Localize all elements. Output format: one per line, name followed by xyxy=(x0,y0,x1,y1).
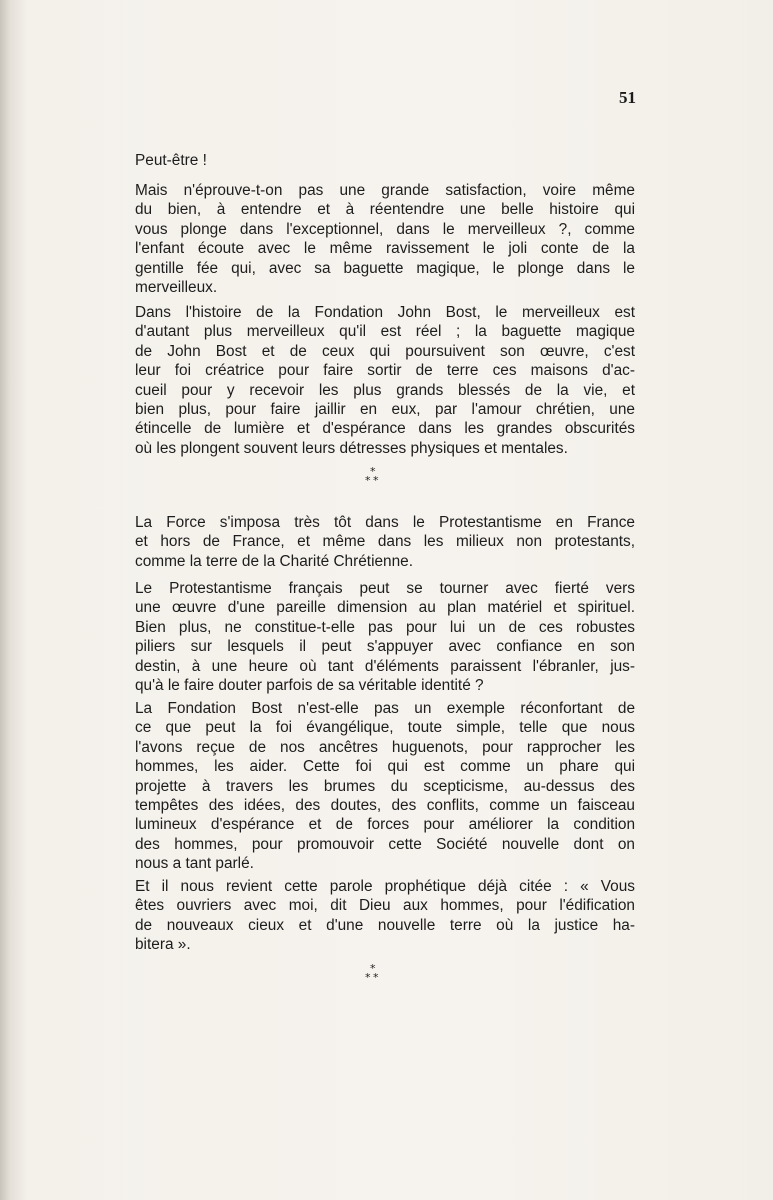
text-line: êtes ouvriers avec moi, dit Dieu aux hommes, pour l'édification xyxy=(135,897,635,915)
asterisk: * xyxy=(370,962,376,975)
section-separator xyxy=(363,466,393,490)
text-line: merveilleux. xyxy=(135,279,218,297)
paragraph-6 xyxy=(135,699,635,874)
text-line: Et il nous revient cette parole prophétique déjà citée : « Vous xyxy=(135,878,635,895)
text-line: et hors de France, et même dans les milieux non protestants, xyxy=(135,533,635,551)
asterisk: * xyxy=(365,971,371,984)
text-line: projette à travers les brumes du scepticisme, au-dessus des xyxy=(135,777,635,795)
paragraph-3 xyxy=(135,303,635,458)
text-line: bien plus, pour faire jaillir en eux, par l'amour chrétien, une xyxy=(135,401,635,419)
text-line: ce que peut la foi évangélique, toute simple, telle que nous xyxy=(135,719,635,737)
text-line: l'enfant écoute avec le même ravissement le joli conte de la xyxy=(135,240,635,258)
text-line: Bien plus, ne constitue-t-elle pas pour lui un de ces robustes xyxy=(135,618,635,636)
text-line: l'avons reçue de nos ancêtres huguenots, pour rapprocher les xyxy=(135,738,635,756)
text-line: d'autant plus merveilleux qu'il est réel ; la baguette magique xyxy=(135,323,635,341)
paragraph-7 xyxy=(135,877,635,955)
paragraph-5 xyxy=(135,579,635,695)
text-line: nous a tant parlé. xyxy=(135,855,254,873)
paragraph-4 xyxy=(135,513,635,571)
text-line: des hommes, pour promouvoir cette Société nouvelle dont on xyxy=(135,835,635,853)
asterisk: * xyxy=(370,465,376,478)
text-line: hommes, les aider. Cette foi qui est comme un phare qui xyxy=(135,758,635,776)
text-line: lumineux d'espérance et de forces pour améliorer la condition xyxy=(135,816,635,834)
page-number: 51 xyxy=(619,88,636,107)
text-line: comme la terre de la Charité Chrétienne. xyxy=(135,552,414,570)
text-line: Le Protestantisme français peut se tourner avec fierté vers xyxy=(135,580,635,597)
text-line: piliers sur lesquels il peut s'appuyer avec confiance en son xyxy=(135,638,635,656)
section-separator xyxy=(363,963,393,987)
text-line: de nouveaux cieux et d'une nouvelle terre où la justice ha- xyxy=(135,916,635,934)
text-line: vous plonge dans l'exceptionnel, dans le merveilleux ?, comme xyxy=(135,220,635,238)
text-line: du bien, à entendre et à réentendre une belle histoire qui xyxy=(135,201,635,219)
text-line: Peut-être ! xyxy=(135,152,207,169)
text-line: bitera ». xyxy=(135,936,191,954)
asterisk: * xyxy=(365,474,371,487)
text-line: La Force s'imposa très tôt dans le Protestantisme en France xyxy=(135,514,635,531)
text-line: tempêtes des idées, des doutes, des conflits, comme un faisceau xyxy=(135,797,635,815)
text-line: une œuvre d'une pareille dimension au plan matériel et spirituel. xyxy=(135,599,635,617)
text-line: Mais n'éprouve-t-on pas une grande satisfaction, voire même xyxy=(135,182,635,199)
text-line: La Fondation Bost n'est-elle pas un exemple réconfortant de xyxy=(135,700,635,717)
text-line: de John Bost et de ceux qui poursuivent son œuvre, c'est xyxy=(135,342,635,360)
text-line: destin, à une heure où tant d'éléments paraissent l'ébranler, jus- xyxy=(135,657,635,675)
paragraph-2 xyxy=(135,181,635,297)
text-line: où les plongent souvent leurs détresses physiques et mentales. xyxy=(135,439,568,457)
text-line: qu'à le faire douter parfois de sa véritable identité ? xyxy=(135,677,484,695)
paragraph-1 xyxy=(135,151,635,170)
asterisk: * xyxy=(373,474,379,487)
asterisk: * xyxy=(373,971,379,984)
text-line: gentille fée qui, avec sa baguette magique, le plonge dans le xyxy=(135,259,635,277)
text-line: leur foi créatrice pour faire sortir de terre ces maisons d'ac- xyxy=(135,362,635,380)
text-line: étincelle de lumière et d'espérance dans les grandes obscurités xyxy=(135,420,635,438)
text-line: Dans l'histoire de la Fondation John Bost, le merveilleux est xyxy=(135,304,635,321)
text-line: cueil pour y recevoir les plus grands blessés de la vie, et xyxy=(135,381,635,399)
